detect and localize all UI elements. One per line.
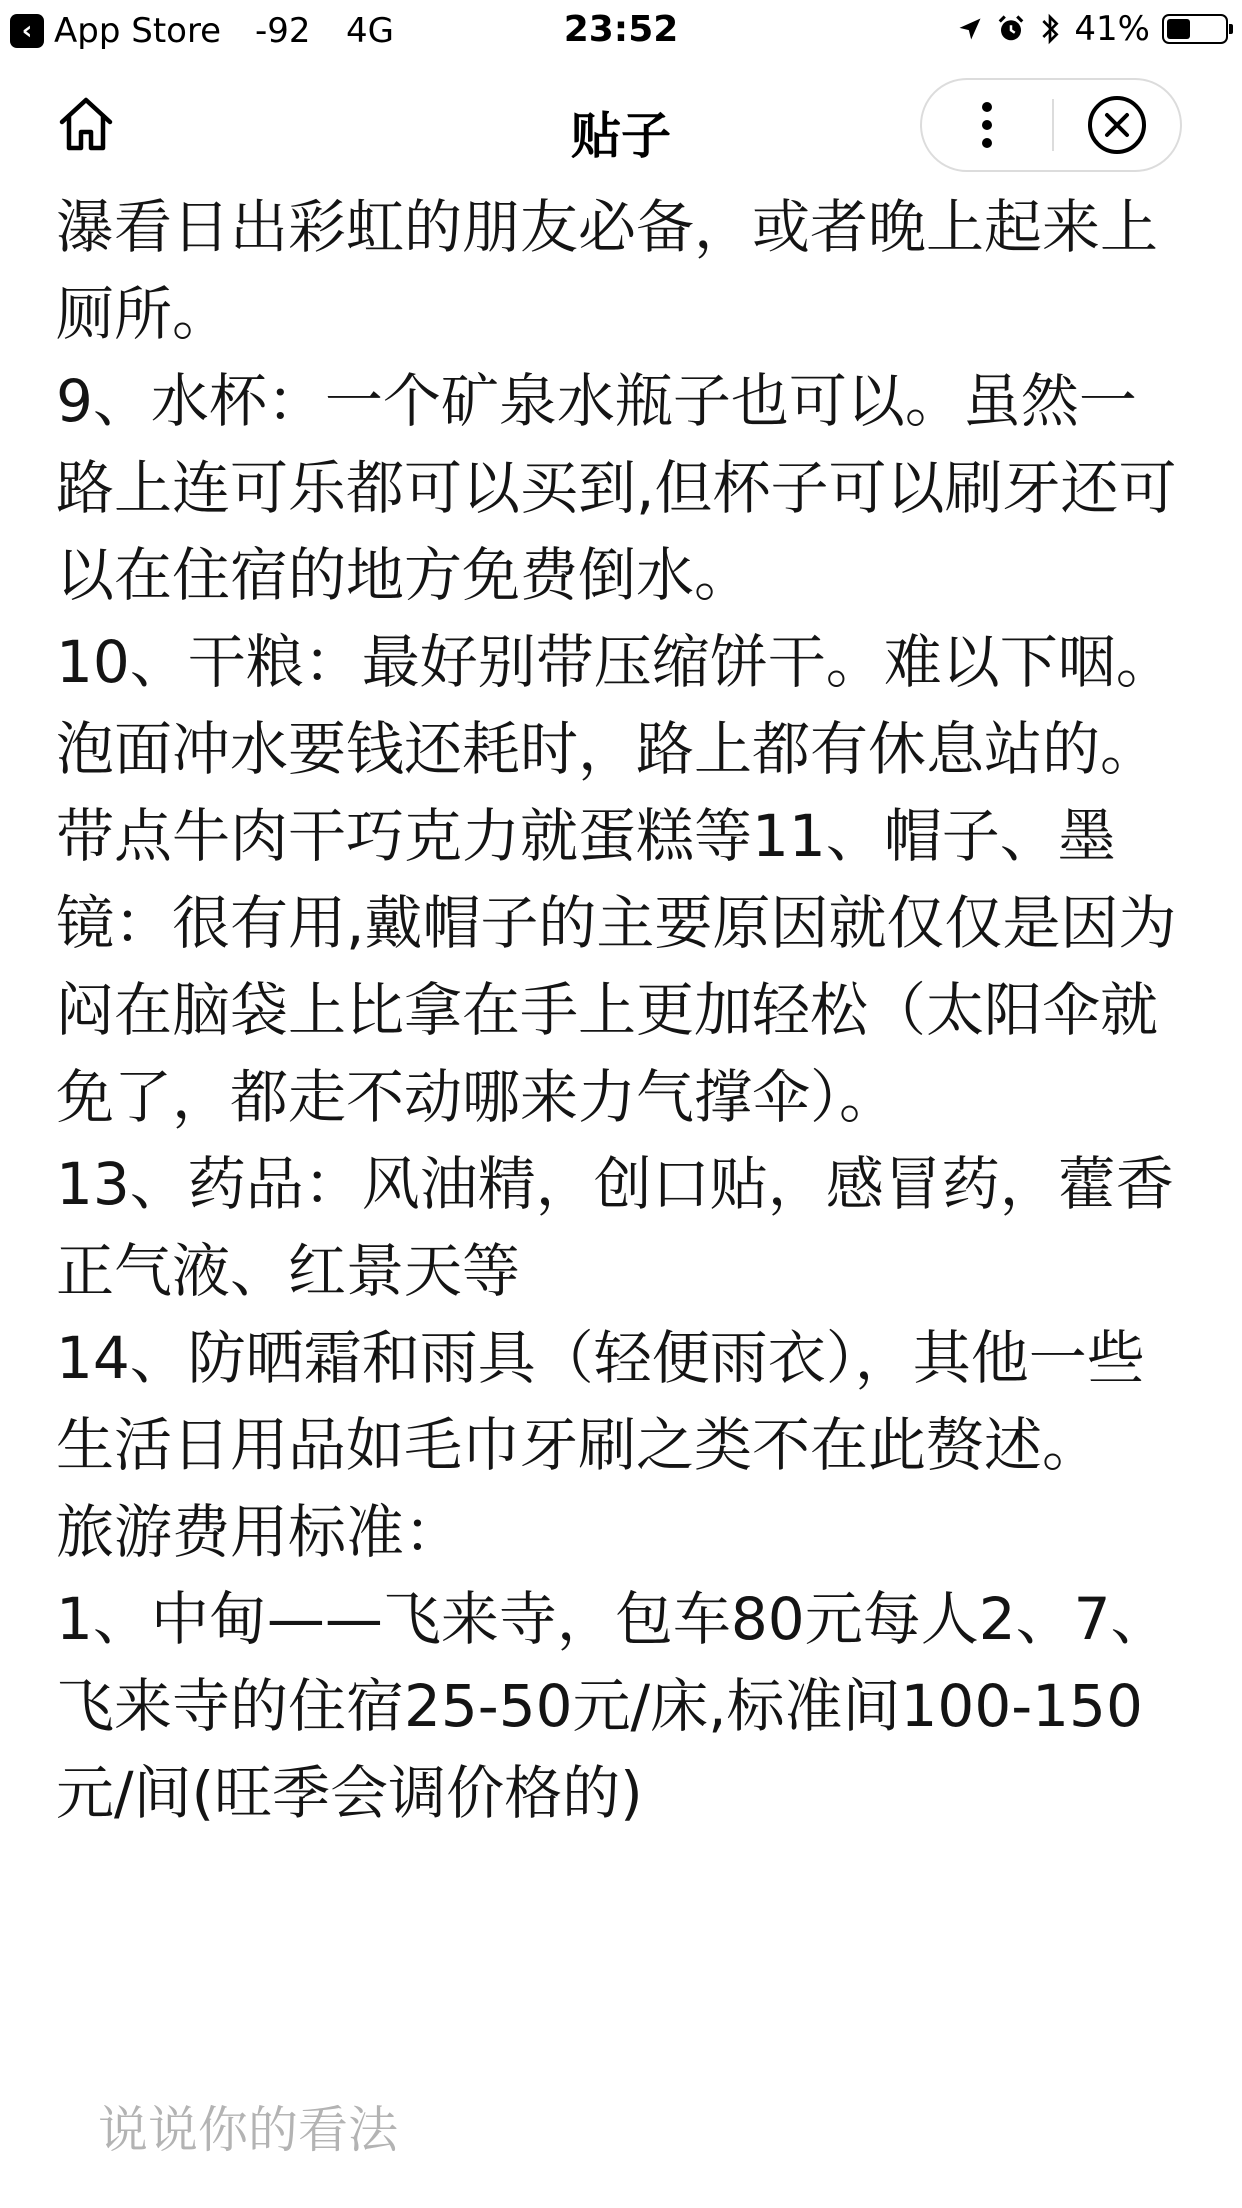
location-arrow-icon bbox=[956, 15, 984, 43]
page-title: 贴子 bbox=[571, 107, 671, 165]
battery-fill bbox=[1167, 19, 1190, 39]
signal-strength: -92 bbox=[255, 11, 311, 51]
back-app-label: App Store bbox=[54, 11, 222, 51]
more-button[interactable] bbox=[922, 80, 1052, 170]
alarm-clock-icon bbox=[996, 14, 1026, 44]
paragraph: 瀑看日出彩虹的朋友必备，或者晚上起来上厕所。 bbox=[56, 193, 1159, 348]
status-icons bbox=[956, 9, 1228, 49]
bluetooth-icon bbox=[1038, 13, 1062, 45]
paragraph: 14、防晒霜和雨具（轻便雨衣），其他一些生活日用品如毛巾牙刷之类不在此赘述。 bbox=[56, 1324, 1145, 1479]
more-dots-icon bbox=[980, 100, 994, 150]
post-content bbox=[56, 184, 1188, 1837]
paragraph: 9、水杯：一个矿泉水瓶子也可以。虽然一路上连可乐都可以买到,但杯子可以刷牙还可以在住宿的地方免费倒水。 bbox=[56, 367, 1177, 609]
paragraph: 13、药品：风油精，创口贴，感冒药，藿香正气液、红景天等 bbox=[56, 1150, 1174, 1305]
paragraph: 10、干粮：最好别带压缩饼干。难以下咽。泡面冲水要钱还耗时，路上都有休息站的。带点牛肉干巧克力就蛋糕等11、帽子、墨镜：很有用,戴帽子的主要原因就仅仅是因为闷在脑袋上比拿在手上更加轻松（太阳伞就免了，都走不动哪来力气撑伞）。 bbox=[56, 628, 1177, 1131]
close-button[interactable] bbox=[1054, 80, 1180, 170]
comment-bar bbox=[0, 2032, 1242, 2208]
clock: 23:52 bbox=[563, 9, 679, 50]
network-type: 4G bbox=[346, 11, 394, 51]
battery-icon bbox=[1162, 14, 1228, 44]
status-bar bbox=[0, 0, 1242, 62]
comment-input[interactable]: 说说你的看法 bbox=[98, 2101, 398, 2159]
close-circle-icon bbox=[1086, 94, 1148, 156]
battery-percent: 41% bbox=[1074, 9, 1150, 49]
back-arrow-icon: ‹ bbox=[10, 14, 44, 48]
nav-bar bbox=[0, 62, 1242, 194]
paragraph: 1、中甸——飞来寺，包车80元每人2、7、飞来寺的住宿25-50元/床,标准间100-150元/间(旺季会调价格的) bbox=[56, 1585, 1169, 1827]
miniprogram-capsule bbox=[920, 78, 1182, 172]
paragraph: 旅游费用标准： bbox=[56, 1498, 463, 1566]
